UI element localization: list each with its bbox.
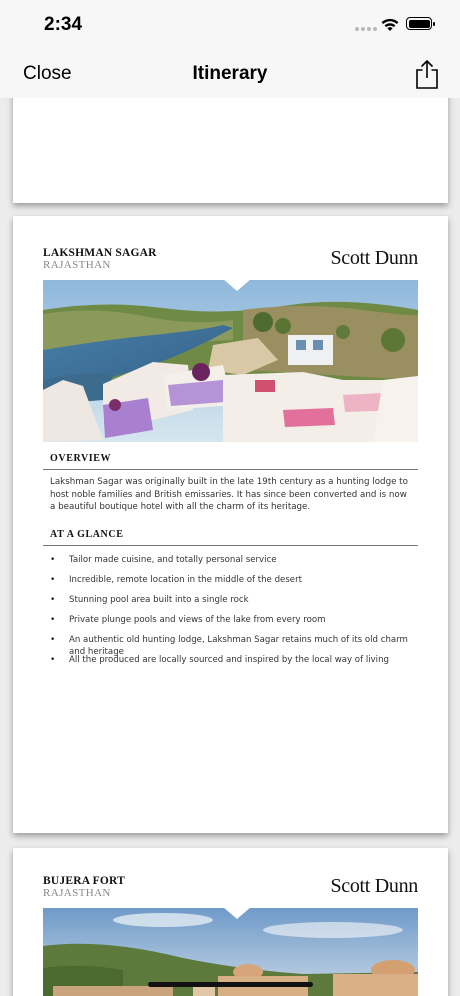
list-item: • Incredible, remote location in the middle of the desert	[50, 574, 420, 594]
list-item: • All the produced are locally sourced and inspired by the local way of living	[50, 654, 420, 674]
list-item: • An authentic old hunting lodge, Lakshman Sagar retains much of its old charm and heritage	[50, 634, 420, 654]
overview-heading: OVERVIEW	[50, 453, 112, 464]
at-a-glance-heading: AT A GLANCE	[50, 529, 124, 540]
property-name: BUJERA FORT	[43, 875, 125, 887]
overview-divider	[43, 469, 418, 470]
property-header	[43, 875, 125, 899]
itinerary-document[interactable]	[0, 98, 460, 996]
photo-notch	[223, 908, 251, 919]
property-header	[43, 247, 157, 271]
list-item: • Tailor made cuisine, and totally personal service	[50, 554, 420, 574]
close-button[interactable]: Close	[23, 63, 72, 84]
share-icon[interactable]	[414, 58, 440, 90]
list-item: • Stunning pool area built into a single rock	[50, 594, 420, 614]
page-title: Itinerary	[192, 63, 268, 84]
status-bar	[0, 0, 460, 50]
document-page-lakshman-sagar	[13, 216, 448, 833]
home-indicator	[148, 982, 313, 987]
overview-text: Lakshman Sagar was originally built in the late 19th century as a hunting lodge to host noble families and British emissaries. It has since been converted and is now a beautiful boutique hotel with all the charm of its heritage.	[50, 477, 408, 513]
battery-icon	[406, 17, 432, 30]
property-photo	[43, 280, 418, 442]
cellular-signal-icon	[355, 27, 377, 31]
status-time: 2:34	[44, 14, 83, 35]
document-page-bujera-fort	[13, 848, 448, 996]
at-a-glance-list	[50, 554, 420, 674]
property-region: RAJASTHAN	[43, 259, 111, 271]
property-region: RAJASTHAN	[43, 887, 111, 899]
list-item: • Private plunge pools and views of the lake from every room	[50, 614, 420, 634]
wifi-icon	[380, 17, 400, 32]
at-a-glance-divider	[43, 545, 418, 546]
property-name: LAKSHMAN SAGAR	[43, 247, 157, 259]
navigation-bar	[0, 50, 460, 98]
document-page	[13, 98, 448, 203]
scott-dunn-logo: Scott Dunn	[330, 875, 418, 897]
scott-dunn-logo: Scott Dunn	[330, 247, 418, 269]
photo-notch	[223, 280, 251, 291]
